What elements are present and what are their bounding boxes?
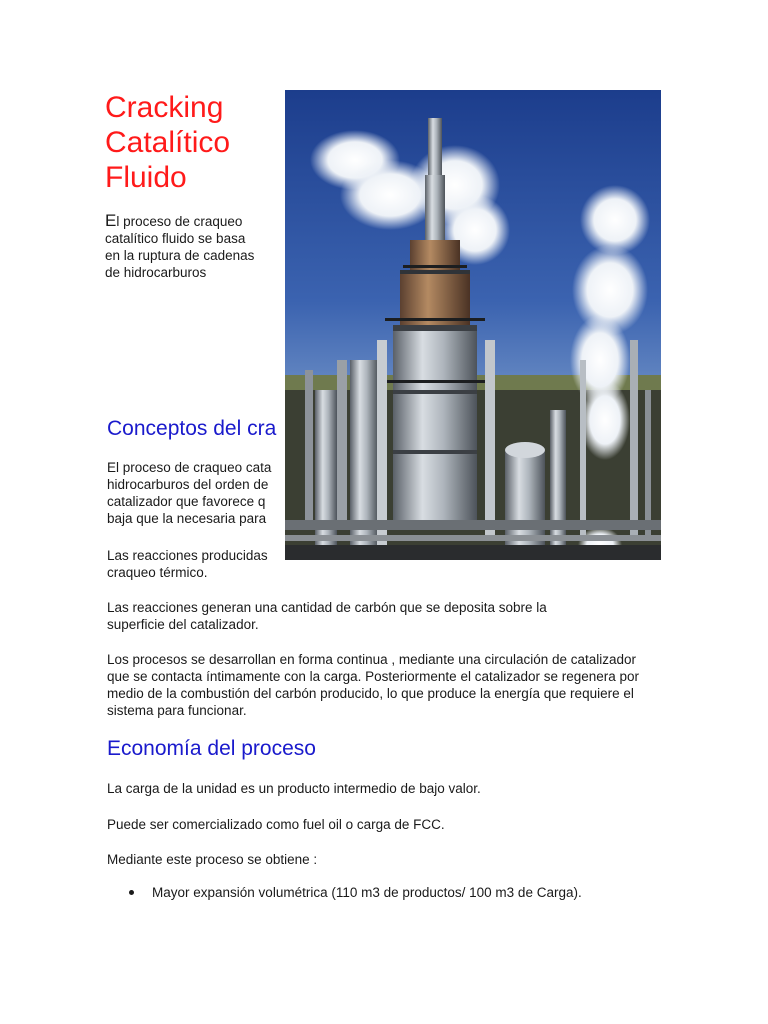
paragraph-economia-2: Puede ser comercializado como fuel oil o carga de FCC. (107, 817, 445, 832)
intro-line: de hidrocarburos (105, 265, 207, 280)
paragraph-conceptos-3: Las reacciones generan una cantidad de carbón que se deposita sobre la superficie del catalizador. (107, 600, 547, 632)
title-line: Fluido (105, 161, 187, 194)
intro-drop-letter: E (105, 211, 117, 230)
paragraph-economia-3: Mediante este proceso se obtiene : (107, 852, 318, 867)
intro-line: catalítico fluido se basa (105, 231, 246, 246)
text-line: catalizador que favorece q (107, 494, 266, 509)
intro-line: l proceso de craqueo (116, 214, 243, 229)
list-item-text: Mayor expansión volumétrica (110 m3 de productos/ 100 m3 de Carga). (152, 885, 582, 900)
text-line: El proceso de craqueo cata (107, 460, 272, 475)
page-title (105, 90, 285, 195)
intro-line: en la ruptura de cadenas (105, 248, 255, 263)
text-line: baja que la necesaria para (107, 511, 267, 526)
section-heading-conceptos: Conceptos del cra (107, 417, 277, 440)
title-line: Catalítico (105, 126, 231, 159)
text-line: Las reacciones producidas (107, 548, 268, 563)
title-line: Cracking (105, 91, 224, 124)
text-line: hidrocarburos del orden de (107, 477, 269, 492)
intro-paragraph (105, 212, 283, 281)
bullet-dot-icon (129, 890, 134, 895)
text-line: craqueo térmico. (107, 565, 208, 580)
list-item (107, 884, 667, 901)
paragraph-conceptos-4: Los procesos se desarrollan en forma continua , mediante una circulación de catalizador que se contacta íntimamente con la carga. Posteriormente el catalizador se regenera por medio de la combustión del carbón producido, lo que produce la energía que requiere el sistema para funcionar. (107, 652, 640, 718)
paragraph-economia-1: La carga de la unidad es un producto intermedio de bajo valor. (107, 781, 481, 796)
benefits-list (107, 884, 667, 901)
refinery-photo (285, 90, 661, 560)
section-heading-economia: Economía del proceso (107, 737, 316, 760)
